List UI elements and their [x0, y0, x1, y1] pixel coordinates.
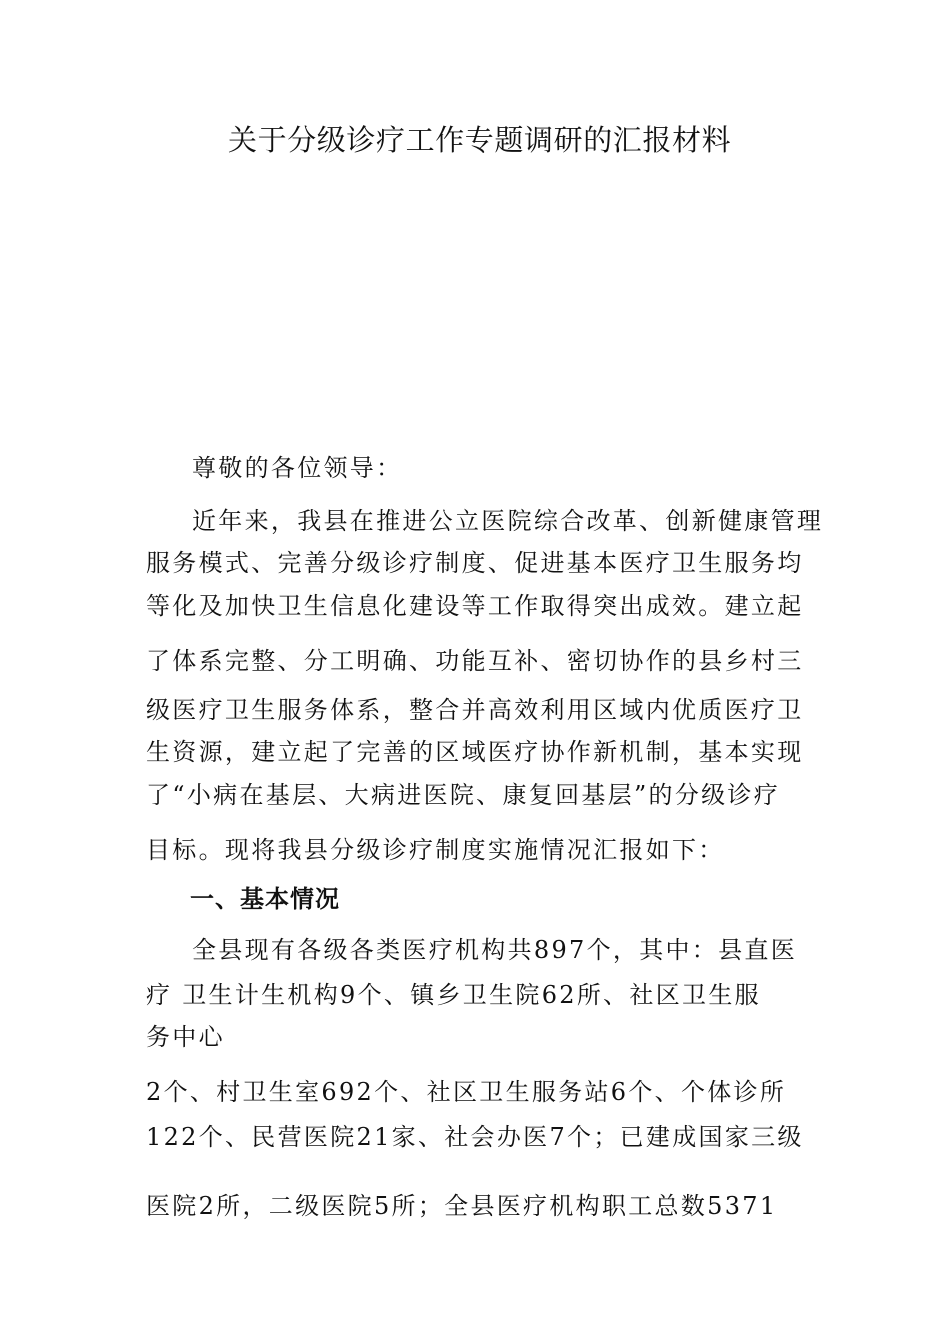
- intro-line-5: 级医疗卫生服务体系，整合并高效利用区域内优质医疗卫: [146, 696, 804, 724]
- section-heading: 一、基本情况: [190, 885, 340, 913]
- section-line-2: 疗 卫生计生机构9个、镇乡卫生院62所、社区卫生服: [146, 981, 761, 1009]
- document-title: 关于分级诊疗工作专题调研的汇报材料: [228, 123, 732, 157]
- intro-line-1: 近年来，我县在推进公立医院综合改革、创新健康管理: [192, 507, 824, 535]
- section-line-1: 全县现有各级各类医疗机构共897个，其中：县直医: [192, 936, 798, 964]
- salutation: 尊敬的各位领导：: [192, 454, 403, 482]
- intro-line-4: 了体系完整、分工明确、功能互补、密切协作的县乡村三: [146, 647, 804, 675]
- intro-line-8: 目标。现将我县分级诊疗制度实施情况汇报如下：: [146, 836, 725, 864]
- section-line-5: 122个、民营医院21家、社会办医7个；已建成国家三级: [146, 1123, 804, 1151]
- intro-line-7: 了“小病在基层、大病进医院、康复回基层”的分级诊疗: [146, 781, 781, 809]
- intro-line-6: 生资源，建立起了完善的区域医疗协作新机制，基本实现: [146, 738, 804, 766]
- section-line-3: 务中心: [146, 1023, 225, 1051]
- intro-line-2: 服务模式、完善分级诊疗制度、促进基本医疗卫生服务均: [146, 549, 804, 577]
- section-line-6: 医院2所，二级医院5所；全县医疗机构职工总数5371: [146, 1192, 778, 1220]
- intro-line-3: 等化及加快卫生信息化建设等工作取得突出成效。建立起: [146, 592, 804, 620]
- section-line-4: 2个、村卫生室692个、社区卫生服务站6个、个体诊所: [146, 1078, 787, 1106]
